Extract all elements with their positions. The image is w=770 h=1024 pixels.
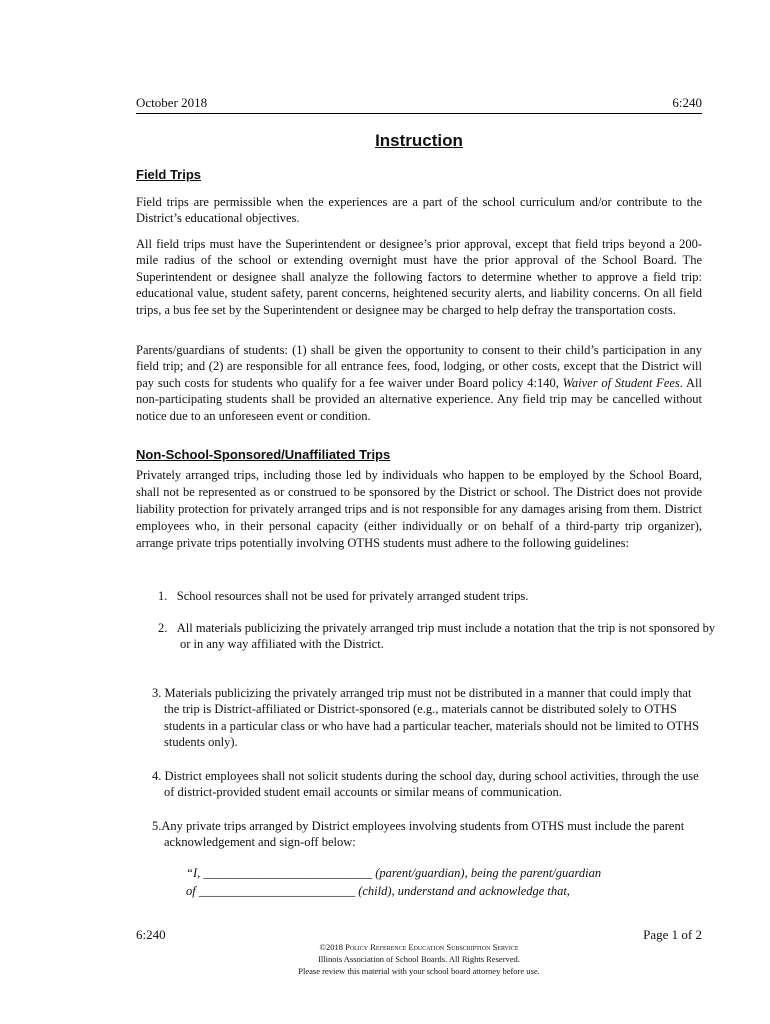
guideline-text: All materials publicizing the privately arranged trip must include a notation that the trip is not sponsored by or in any way affiliated with the District. xyxy=(176,621,716,652)
guideline-number: 5. xyxy=(152,819,162,833)
section-heading-non-school-trips: Non-School-Sponsored/Unaffiliated Trips xyxy=(136,447,391,462)
paragraph-field-trips-2: All field trips must have the Superintendent or designee’s prior approval, except that field trips beyond a 200-mile radius of the school or extending overnight must have the prior approval of the School Board. The Superintendent or designee shall analyze the following factors to determine whether to approve a field trip: educational value, student safety, parent concerns, heightened security alerts, and liability concerns. On all field trips, a bus fee set by the Superintendent or designee may be charged to help defray the transportation costs. xyxy=(136,237,702,317)
guideline-item-2 xyxy=(158,620,724,653)
paragraph-field-trips-3 xyxy=(136,342,702,424)
para3-policy-title: Waiver of Student Fees xyxy=(562,375,680,390)
footer-notice: Please review this material with your school board attorney before use. xyxy=(298,966,540,976)
header-date: October 2018 xyxy=(136,95,208,110)
guideline-text: Materials publicizing the privately arranged trip must not be distributed in a manner that could imply that the trip is District-affiliated or District-sponsored (e.g., materials cannot be distributed solely to OTHS students in a particular class or who have had a particular teacher, materials should not be limited to OTHS students only). xyxy=(164,686,700,750)
guideline-number: 1. xyxy=(158,589,168,603)
guideline-item-1 xyxy=(158,588,528,604)
acknowledgement-line-1: “I, ___________________________ (parent/guardian), being the parent/guardian xyxy=(186,866,602,880)
paragraph-non-school-intro: Privately arranged trips, including those led by individuals who happen to be employed by the School Board, shall not be represented as or construed to be sponsored by the District or school. The District does not provide liability protection for privately arranged trips and is not responsible for any damages arising from them. District employees who, in their personal capacity (either individually or on behalf of a third-party trip organizer), arrange private trips potentially involving OTHS students must adhere to the following guidelines: xyxy=(136,468,702,550)
guideline-item-3 xyxy=(152,685,704,751)
guideline-item-5 xyxy=(152,818,704,851)
para3-text-after: . All non-participating students shall be provided an alternative experience. Any field trip may be cancelled without notice due to an unforeseen event or condition. xyxy=(136,375,702,423)
section-heading-field-trips: Field Trips xyxy=(136,167,202,182)
footer-policy-number: 6:240 xyxy=(136,927,166,942)
guideline-text: School resources shall not be used for privately arranged student trips. xyxy=(176,589,529,603)
footer-association: Illinois Association of School Boards. All Rights Reserved. xyxy=(318,954,520,964)
guideline-number: 4. xyxy=(152,769,162,783)
guideline-text: Any private trips arranged by District employees involving students from OTHS must include the parent acknowledgement and sign-off below: xyxy=(161,819,685,850)
guideline-text: District employees shall not solicit students during the school day, during school activities, through the use of district-provided student email accounts or similar means of communication. xyxy=(164,769,699,800)
acknowledgement-line-2: of _________________________ (child), understand and acknowledge that, xyxy=(186,884,570,898)
footer-copyright: ©2018 Policy Reference Education Subscription Service xyxy=(319,942,519,952)
header-rule xyxy=(136,113,702,114)
guideline-number: 3. xyxy=(152,686,162,700)
header-policy-number: 6:240 xyxy=(672,95,702,110)
paragraph-field-trips-1: Field trips are permissible when the experiences are a part of the school curriculum and/or contribute to the District’s educational objectives. xyxy=(136,195,702,226)
page-title: Instruction xyxy=(375,131,463,150)
para3-text-before: Parents/guardians of students: (1) shall be given the opportunity to consent to their child’s participation in any field trip; and (2) are responsible for all entrance fees, food, lodging, or other costs, except that the District will pay such costs for students who qualify for a fee waiver under Board policy 4:140, xyxy=(136,343,702,390)
guideline-number: 2. xyxy=(158,621,168,635)
guideline-item-4 xyxy=(152,768,712,801)
footer-page-number: Page 1 of 2 xyxy=(643,927,702,942)
